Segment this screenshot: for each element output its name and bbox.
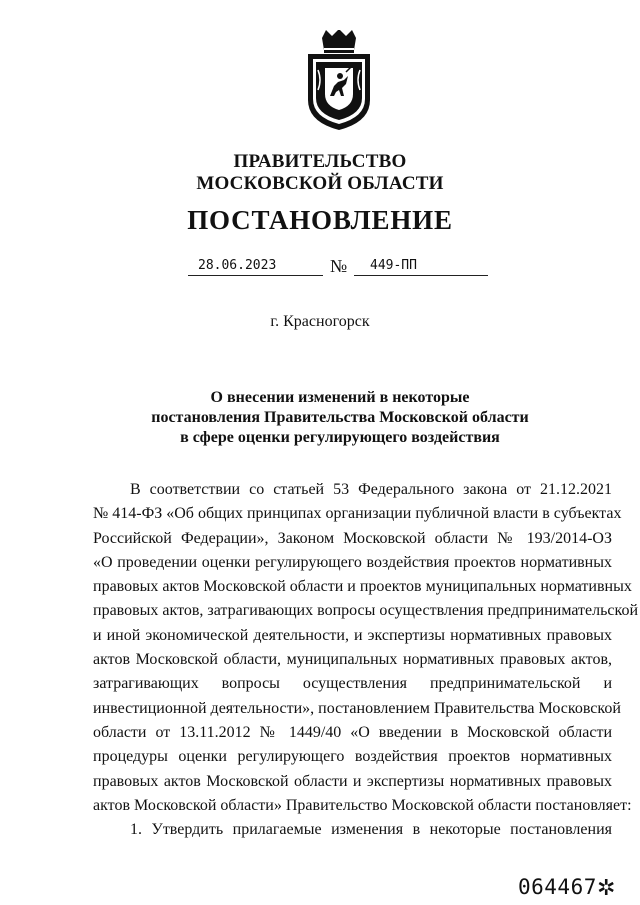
body-line: и иной экономической деятельности, и экспертизы нормативных правовых (93, 626, 612, 644)
body-line: № 414-ФЗ «Об общих принципах организации публичной власти в субъектах (93, 505, 622, 523)
body-line: процедуры оценки регулирующего воздействия проектов нормативных (93, 748, 612, 766)
body-line: В соответствии со статьей 53 Федерального закона от 21.12.2021 (130, 481, 612, 498)
body-line: инвестиционной деятельности», постановлением Правительства Московской (93, 699, 621, 717)
body-line: правовых актов Московской области и экспертизы нормативных правовых (93, 772, 612, 790)
document-date: 28.06.2023 (188, 258, 323, 276)
document-type-title: ПОСТАНОВЛЕНИЕ (187, 205, 453, 235)
body-line: затрагивающих вопросы осуществления предпринимательской и (93, 675, 612, 693)
asterisk-mark-icon: ✲ (597, 876, 616, 901)
subject-line: О внесении изменений в некоторые (210, 389, 470, 406)
serial-number: 064467 (518, 875, 597, 899)
body-line: «О проведении оценки регулирующего воздействия проектов нормативных (93, 553, 612, 571)
organization-name-line-2: МОСКОВСКОЙ ОБЛАСТИ (196, 173, 444, 194)
coat-of-arms-icon (300, 30, 378, 132)
subject-line: постановления Правительства Московской области (151, 409, 529, 426)
organization-name-line-1: ПРАВИТЕЛЬСТВО (233, 151, 407, 172)
number-sign: № (330, 256, 348, 276)
document-body (93, 478, 639, 842)
date-number-row (0, 258, 640, 282)
city-name: г. Красногорск (270, 313, 370, 330)
body-line: области от 13.11.2012 № 1449/40 «О введении в Московской области (93, 723, 612, 741)
document-subject (0, 388, 640, 448)
body-line: правовых актов, затрагивающих вопросы осуществления предпринимательской (93, 602, 639, 620)
body-line: Российской Федерации», Законом Московской области № 193/2014-ОЗ (93, 529, 612, 547)
body-line: правовых актов Московской области и проектов муниципальных нормативных (93, 578, 632, 596)
body-line: актов Московской области» Правительство Московской области постановляет: (93, 796, 632, 814)
subject-line: в сфере оценки регулирующего воздействия (180, 429, 500, 446)
body-line: 1. Утвердить прилагаемые изменения в некоторые постановления (130, 821, 612, 839)
body-line: актов Московской области, муниципальных нормативных правовых актов, (93, 651, 612, 669)
document-number: 449-ПП (354, 258, 488, 276)
